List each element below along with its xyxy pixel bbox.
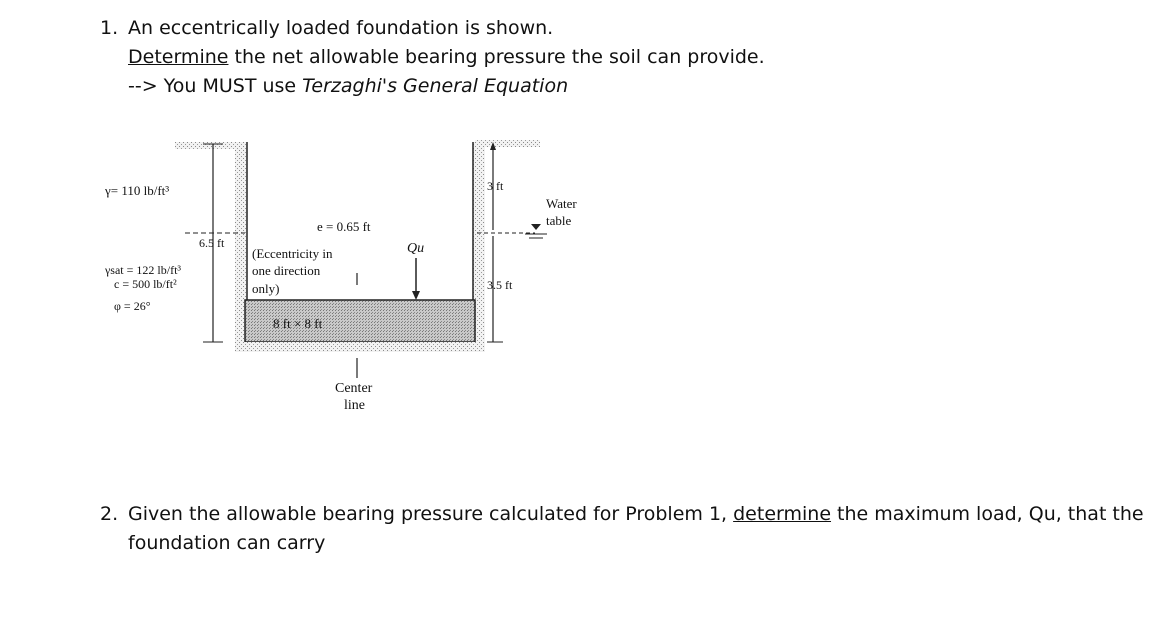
phi-label: φ = 26° bbox=[114, 299, 151, 313]
left-depth-label: 6.5 ft bbox=[199, 236, 225, 250]
center-label-1: Center bbox=[335, 381, 373, 396]
ground-left-top bbox=[175, 142, 245, 149]
load-arrow-head bbox=[412, 291, 420, 300]
ground-bottom bbox=[235, 342, 485, 352]
eccentricity-note-3: only) bbox=[252, 281, 280, 296]
problem-1-line-3 bbox=[128, 72, 568, 101]
eccentricity-label: e = 0.65 ft bbox=[317, 219, 371, 234]
problem-1-number: 1. bbox=[100, 17, 119, 39]
problem-2-line-1 bbox=[128, 500, 1144, 529]
problem-2-line-1-a: Given the allowable bearing pressure calculated for Problem 1, bbox=[128, 503, 734, 525]
eccentricity-note-2: one direction bbox=[252, 263, 321, 278]
problem-1-line-2-rest: the net allowable bearing pressure the soil can provide. bbox=[228, 46, 765, 68]
problem-1-line-2 bbox=[128, 43, 765, 72]
eccentricity-note-1: (Eccentricity in bbox=[252, 246, 333, 261]
problem-2-number: 2. bbox=[100, 503, 119, 525]
foundation-figure bbox=[95, 130, 615, 430]
center-label-2: line bbox=[344, 398, 365, 413]
cohesion-label: c = 500 lb/ft² bbox=[114, 277, 177, 291]
water-label-1: Water bbox=[546, 196, 577, 211]
gamma-sat-label: γsat = 122 lb/ft³ bbox=[105, 263, 181, 277]
problem-2-line-1-b: the maximum load, Qu, that the bbox=[831, 503, 1144, 525]
gamma-label: γ= 110 lb/ft³ bbox=[105, 183, 170, 198]
load-label: Qu bbox=[407, 241, 425, 256]
determine-underlined-2: determine bbox=[733, 503, 832, 525]
right-depth-top-label: 3 ft bbox=[487, 179, 504, 193]
footing-size-label: 8 ft × 8 ft bbox=[273, 316, 323, 331]
determine-underlined: Determine bbox=[128, 46, 229, 68]
water-table-symbol bbox=[531, 224, 541, 230]
problem-2-line-2: foundation can carry bbox=[128, 532, 326, 554]
line-3-prefix: --> You MUST use bbox=[128, 75, 303, 97]
problem-1-line-1: An eccentrically loaded foundation is shown. bbox=[128, 17, 554, 39]
water-label-2: table bbox=[546, 213, 572, 228]
terzaghi-equation-italic: Terzaghi's General Equation bbox=[302, 75, 569, 97]
right-depth-bottom-label: 3.5 ft bbox=[487, 278, 513, 292]
